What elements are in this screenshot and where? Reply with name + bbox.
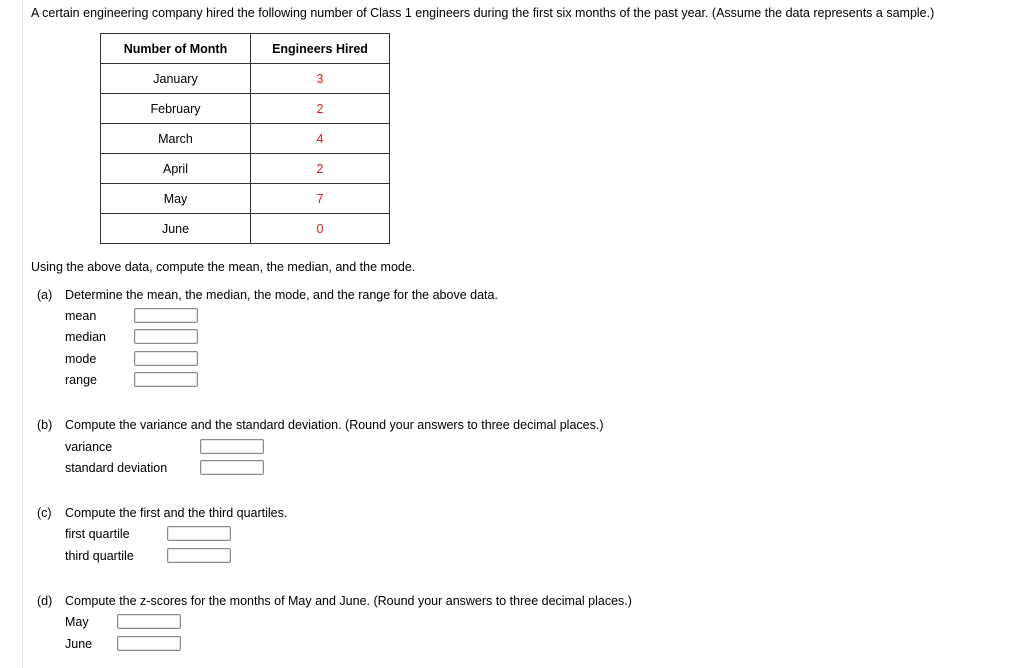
- problem-intro: A certain engineering company hired the following number of Class 1 engineers during the first six months of the past year. (Assume the data represents a sample.): [31, 6, 935, 20]
- range-input[interactable]: [134, 372, 198, 387]
- table-header-row: [101, 34, 390, 64]
- variance-label: variance: [65, 440, 113, 454]
- part-d-prompt: Compute the z-scores for the months of May and June. (Round your answers to three decimal places.): [65, 594, 632, 608]
- june-z-score-input[interactable]: [117, 636, 181, 651]
- mode-input[interactable]: [134, 351, 198, 366]
- column-header-engineers: Engineers Hired: [251, 34, 390, 64]
- first-quartile-input[interactable]: [167, 526, 231, 541]
- table-row: [101, 94, 390, 124]
- table-row: [101, 124, 390, 154]
- mode-label: mode: [65, 352, 97, 366]
- table-row: [101, 64, 390, 94]
- part-c-prompt: Compute the first and the third quartiles.: [65, 506, 288, 520]
- part-b-prompt: Compute the variance and the standard deviation. (Round your answers to three decimal places.): [65, 418, 604, 432]
- table-row: [101, 184, 390, 214]
- may-z-score-label: May: [65, 615, 89, 629]
- part-a-letter: (a): [37, 288, 53, 302]
- june-z-score-label: June: [65, 637, 93, 651]
- mean-input[interactable]: [134, 308, 198, 323]
- engineers-cell: 3: [251, 64, 390, 94]
- month-cell: February: [101, 94, 251, 124]
- table-row: [101, 154, 390, 184]
- engineers-cell: 7: [251, 184, 390, 214]
- engineers-cell: 0: [251, 214, 390, 244]
- table-row: [101, 214, 390, 244]
- month-cell: March: [101, 124, 251, 154]
- column-header-month: Number of Month: [101, 34, 251, 64]
- month-cell: January: [101, 64, 251, 94]
- month-cell: April: [101, 154, 251, 184]
- engineers-table: [100, 33, 390, 244]
- engineers-cell: 2: [251, 154, 390, 184]
- month-cell: May: [101, 184, 251, 214]
- part-d-letter: (d): [37, 594, 53, 608]
- first-quartile-label: first quartile: [65, 527, 130, 541]
- median-input[interactable]: [134, 329, 198, 344]
- mean-label: mean: [65, 309, 97, 323]
- engineers-cell: 4: [251, 124, 390, 154]
- part-b-letter: (b): [37, 418, 53, 432]
- part-a-prompt: Determine the mean, the median, the mode, and the range for the above data.: [65, 288, 498, 302]
- third-quartile-label: third quartile: [65, 549, 134, 563]
- range-label: range: [65, 373, 97, 387]
- instruction-text: Using the above data, compute the mean, the median, and the mode.: [31, 260, 416, 274]
- part-c-letter: (c): [37, 506, 52, 520]
- third-quartile-input[interactable]: [167, 548, 231, 563]
- month-cell: June: [101, 214, 251, 244]
- standard-deviation-input[interactable]: [200, 460, 264, 475]
- median-label: median: [65, 330, 106, 344]
- variance-input[interactable]: [200, 439, 264, 454]
- may-z-score-input[interactable]: [117, 614, 181, 629]
- page-left-border: [22, 0, 23, 668]
- engineers-cell: 2: [251, 94, 390, 124]
- standard-deviation-label: standard deviation: [65, 461, 168, 475]
